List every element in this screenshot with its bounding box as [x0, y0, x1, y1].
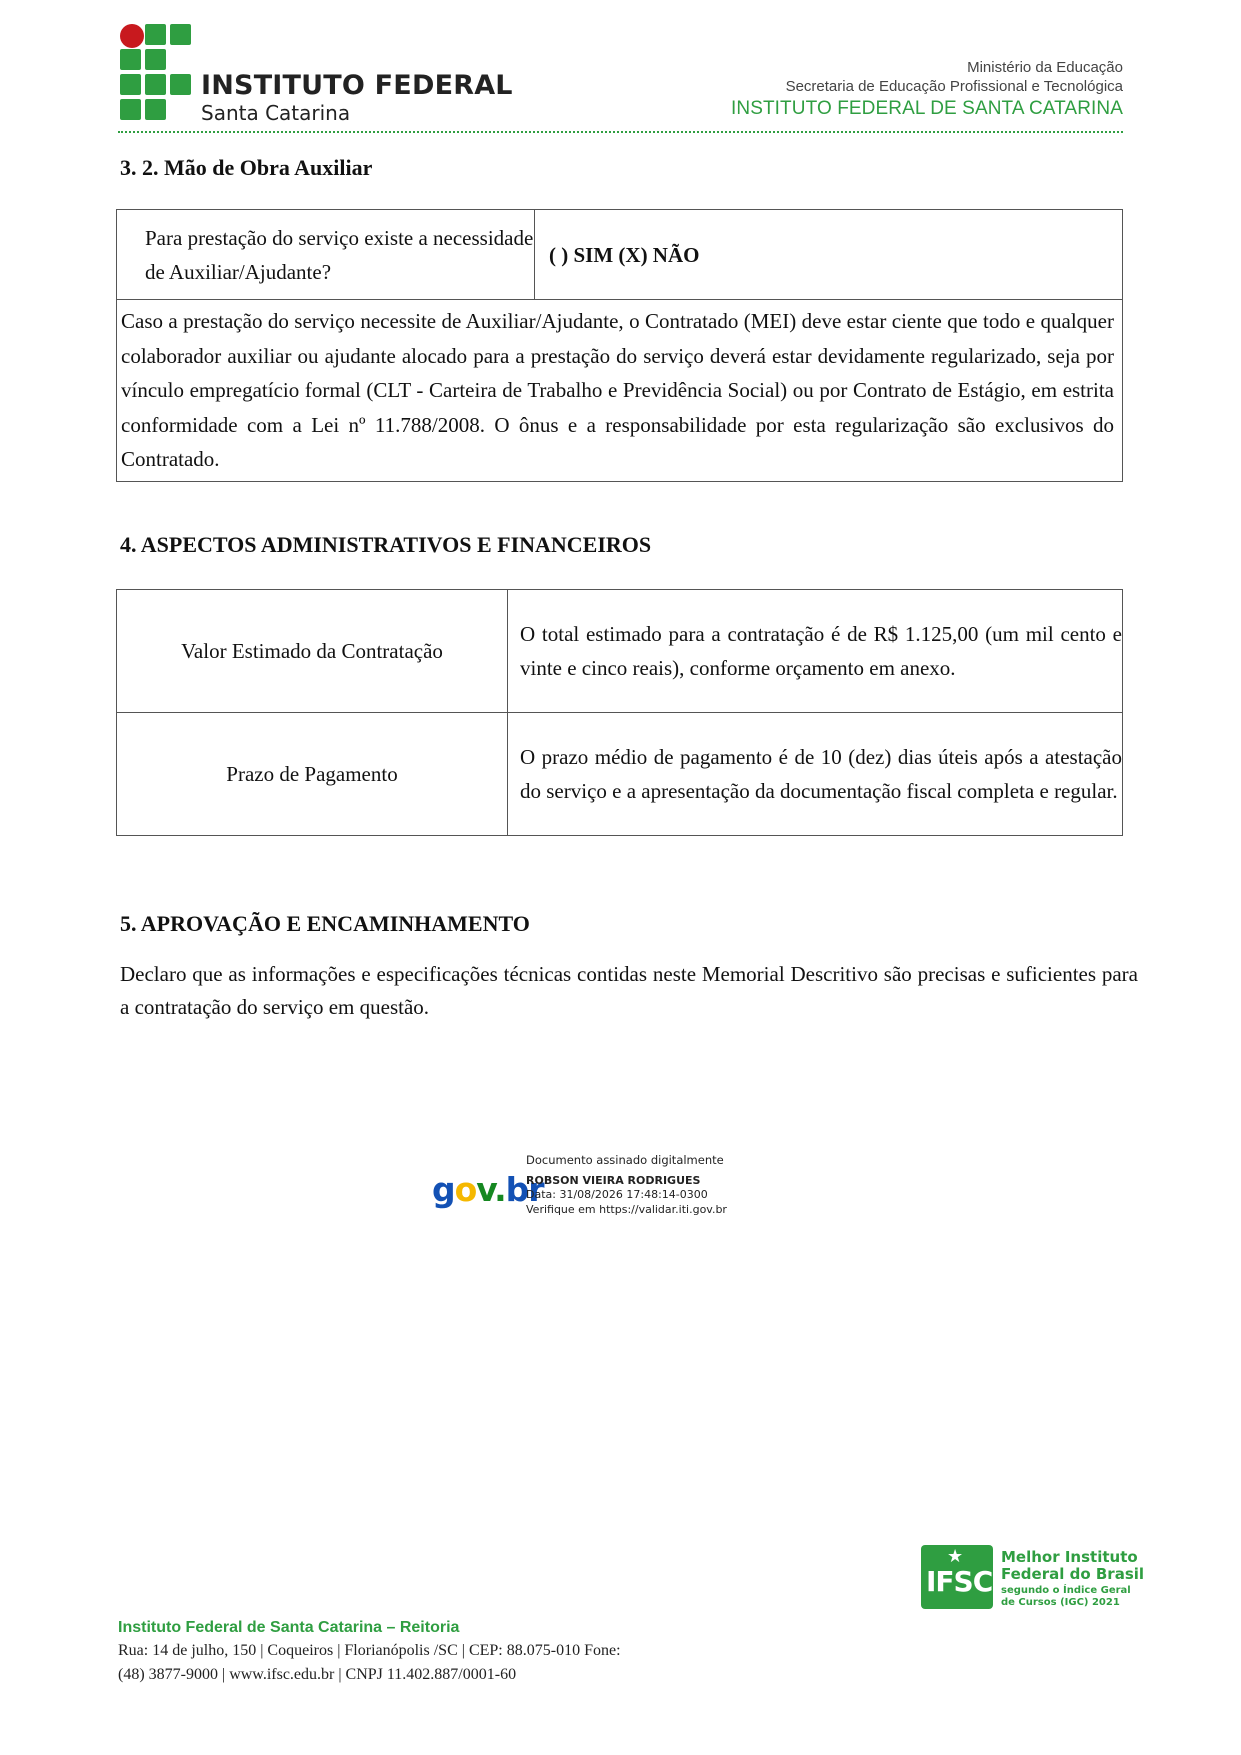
signature-date: Data: 31/08/2026 17:48:14-0300 [526, 1188, 708, 1201]
payment-term-text: O prazo médio de pagamento é de 10 (dez) dias úteis após a atestação do serviço e a apresentação da documentação fiscal completa e regular. [508, 713, 1123, 836]
payment-term-label: Prazo de Pagamento [117, 713, 508, 836]
table-row [117, 713, 1123, 836]
header-ministry: Ministério da Educação [967, 59, 1123, 76]
declaration-text: Declaro que as informações e especificações técnicas contidas neste Memorial Descritivo são precisas e suficientes para a contratação do serviço em questão. [120, 962, 1138, 1019]
signature-verify-link[interactable]: Verifique em https://validar.iti.gov.br [526, 1202, 727, 1216]
signature-details [526, 1153, 727, 1217]
table-row [117, 210, 1123, 300]
footer-contact: (48) 3877-9000 | www.ifsc.edu.br | CNPJ 11.402.887/0001-60 [118, 1666, 517, 1683]
auxiliary-answer: ( ) SIM (X) NÃO [535, 210, 1123, 300]
govbr-logo-icon: gov.br [432, 1170, 544, 1209]
auxiliary-note: Caso a prestação do serviço necessite de Auxiliar/Ajudante, o Contratado (MEI) deve estar ciente que todo e qualquer colaborador auxiliar ou ajudante alocado para a prestação do serviço deverá estar devidamente regularizado, seja por vínculo empregatício formal (CLT - Carteira de Trabalho e Previdência Social) ou por Contrato de Estágio, em estrita conformidade com a Lei nº 11.788/2008. O ônus e a responsabilidade por esta regularização são exclusivos do Contratado. [117, 300, 1123, 482]
section-title-4: 4. ASPECTOS ADMINISTRATIVOS E FINANCEIROS [120, 532, 652, 557]
footer [118, 1617, 621, 1687]
header-institute: INSTITUTO FEDERAL DE SANTA CATARINA [731, 98, 1123, 119]
estimated-value-text: O total estimado para a contratação é de R$ 1.125,00 (um mil cento e vinte e cinco reais), conforme orçamento em anexo. [508, 590, 1123, 713]
star-icon: ★ [947, 1546, 964, 1567]
auxiliary-question: Para prestação do serviço existe a necessidade de Auxiliar/Ajudante? [117, 210, 535, 300]
award-text: Melhor Instituto Federal do Brasil segundo o Índice Geral de Cursos (IGC) 2021 [1001, 1548, 1145, 1608]
table-row [117, 300, 1123, 482]
section-title-5: 5. APROVAÇÃO E ENCAMINHAMENTO [120, 911, 530, 936]
estimated-value-label: Valor Estimado da Contratação [117, 590, 508, 713]
section-title-3-2: 3. 2. Mão de Obra Auxiliar [120, 155, 373, 180]
logo-subtitle: Santa Catarina [201, 101, 351, 125]
header-secretariat: Secretaria de Educação Profissional e Tecnológica [785, 78, 1123, 95]
ifsc-badge-icon: ★ IFSC [921, 1545, 993, 1609]
ifsc-logo-icon [120, 24, 168, 120]
header-institution-block [731, 58, 1123, 122]
signature-caption: Documento assinado digitalmente [526, 1153, 724, 1167]
table-row [117, 590, 1123, 713]
footer-institution: Instituto Federal de Santa Catarina – Reitoria [118, 1619, 460, 1636]
logo-title: INSTITUTO FEDERAL [201, 70, 513, 101]
signer-name: ROBSON VIEIRA RODRIGUES [526, 1173, 701, 1187]
footer-address: Rua: 14 de julho, 150 | Coqueiros | Florianópolis /SC | CEP: 88.075-010 Fone: [118, 1642, 621, 1659]
auxiliary-labor-table [116, 209, 1123, 482]
financial-table [116, 589, 1123, 836]
header-divider [118, 131, 1123, 133]
